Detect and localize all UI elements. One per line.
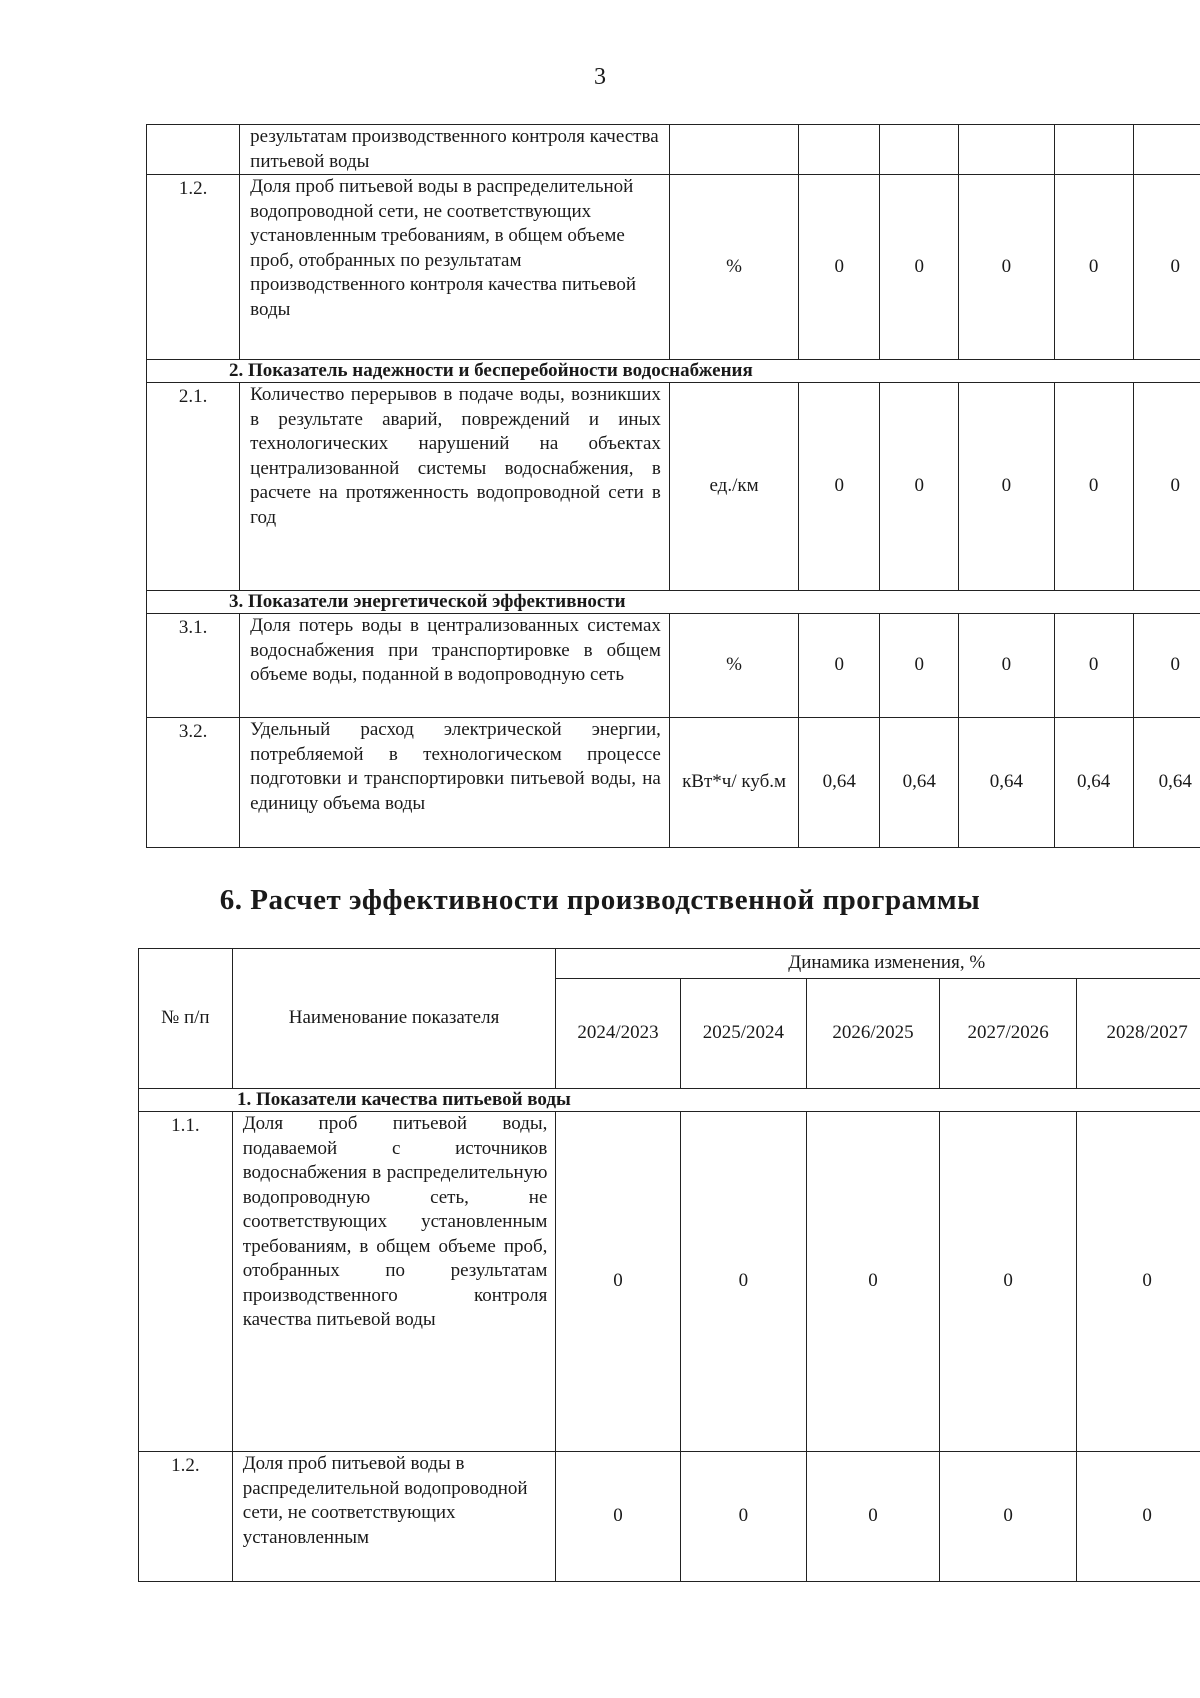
header-row <box>139 949 1200 979</box>
unit-cell: % <box>669 175 798 360</box>
value-cell: 0,64 <box>959 718 1054 848</box>
table-row <box>139 1452 1200 1582</box>
row-number: 1.2. <box>147 175 240 360</box>
value-cell: 0 <box>959 383 1054 591</box>
value-cell <box>1054 125 1133 175</box>
value-cell: 0 <box>940 1452 1077 1582</box>
value-cell: 0,64 <box>1054 718 1133 848</box>
value-cell: 0,64 <box>880 718 959 848</box>
table-row <box>147 125 1200 175</box>
section-header-row <box>147 360 1200 383</box>
value-cell: 0 <box>556 1452 680 1582</box>
value-cell: 0 <box>880 383 959 591</box>
value-cell: 0 <box>880 614 959 718</box>
indicator-name: Доля проб питьевой воды в распределительной водопроводной сети, не соответствующих установленным <box>232 1452 556 1582</box>
unit-cell: кВт*ч/ куб.м <box>669 718 798 848</box>
value-cell: 0 <box>1133 383 1200 591</box>
value-cell: 0 <box>1077 1112 1200 1452</box>
column-header-number: № п/п <box>139 949 233 1089</box>
value-cell: 0 <box>1054 175 1133 360</box>
value-cell: 0 <box>556 1112 680 1452</box>
value-cell <box>799 125 880 175</box>
value-cell: 0 <box>1054 614 1133 718</box>
column-header-year: 2027/2026 <box>940 979 1077 1089</box>
efficiency-table <box>138 948 1200 1582</box>
unit-cell <box>669 125 798 175</box>
row-number: 1.1. <box>139 1112 233 1452</box>
value-cell: 0 <box>1054 383 1133 591</box>
column-header-year: 2028/2027 <box>1077 979 1200 1089</box>
unit-cell: % <box>669 614 798 718</box>
section-header-row <box>147 591 1200 614</box>
table-row <box>139 1112 1200 1452</box>
column-header-year: 2025/2024 <box>680 979 806 1089</box>
unit-cell: ед./км <box>669 383 798 591</box>
value-cell: 0,64 <box>1133 718 1200 848</box>
value-cell: 0 <box>959 614 1054 718</box>
value-cell: 0 <box>807 1452 940 1582</box>
indicators-table <box>146 124 1200 848</box>
table-row <box>147 614 1200 718</box>
section-header-row <box>139 1089 1200 1112</box>
section-title: 6. Расчет эффективности производственной программы <box>219 884 981 916</box>
value-cell: 0 <box>799 383 880 591</box>
value-cell <box>880 125 959 175</box>
value-cell: 0 <box>1133 175 1200 360</box>
row-number <box>147 125 240 175</box>
value-cell <box>959 125 1054 175</box>
row-number: 3.2. <box>147 718 240 848</box>
indicator-name: Доля потерь воды в централизованных системах водоснабжения при транспортировке в общем объеме воды, поданной в водопроводную сеть <box>240 614 670 718</box>
value-cell: 0 <box>940 1112 1077 1452</box>
row-number: 1.2. <box>139 1452 233 1582</box>
indicator-name: Количество перерывов в подаче воды, возникших в результате аварий, повреждений и иных технологических нарушений на объектах централизованной системы водоснабжения, в расчете на протяженность водопроводной сети в год <box>240 383 670 591</box>
value-cell: 0 <box>959 175 1054 360</box>
section-heading: 1. Показатели качества питьевой воды <box>139 1089 1200 1112</box>
indicator-name: результатам производственного контроля качества питьевой воды <box>240 125 670 175</box>
indicator-name: Доля проб питьевой воды, подаваемой с источников водоснабжения в распределительную водопроводную сеть, не соответствующих установленным требованиям, в общем объеме проб, отобранных по результатам производственного контроля качества питьевой воды <box>232 1112 556 1452</box>
value-cell: 0 <box>680 1452 806 1582</box>
value-cell <box>1133 125 1200 175</box>
value-cell: 0 <box>807 1112 940 1452</box>
row-number: 2.1. <box>147 383 240 591</box>
section-heading: 3. Показатели энергетической эффективности <box>147 591 1200 614</box>
value-cell: 0 <box>880 175 959 360</box>
indicator-name: Доля проб питьевой воды в распределительной водопроводной сети, не соответствующих установленным требованиям, в общем объеме проб, отобранных по результатам производственного контроля качества питьевой воды <box>240 175 670 360</box>
value-cell: 0 <box>799 614 880 718</box>
table-row <box>147 175 1200 360</box>
column-group-header: Динамика изменения, % <box>556 949 1200 979</box>
column-header-year: 2026/2025 <box>807 979 940 1089</box>
value-cell: 0 <box>1077 1452 1200 1582</box>
value-cell: 0 <box>680 1112 806 1452</box>
table-row <box>147 718 1200 848</box>
value-cell: 0 <box>799 175 880 360</box>
value-cell: 0 <box>1133 614 1200 718</box>
column-header-name: Наименование показателя <box>232 949 556 1089</box>
section-heading: 2. Показатель надежности и бесперебойности водоснабжения <box>147 360 1200 383</box>
column-header-year: 2024/2023 <box>556 979 680 1089</box>
page-number: 3 <box>594 64 606 90</box>
table-row <box>147 383 1200 591</box>
row-number: 3.1. <box>147 614 240 718</box>
value-cell: 0,64 <box>799 718 880 848</box>
indicator-name: Удельный расход электрической энергии, потребляемой в технологическом процессе подготовки и транспортировки питьевой воды, на единицу объема воды <box>240 718 670 848</box>
